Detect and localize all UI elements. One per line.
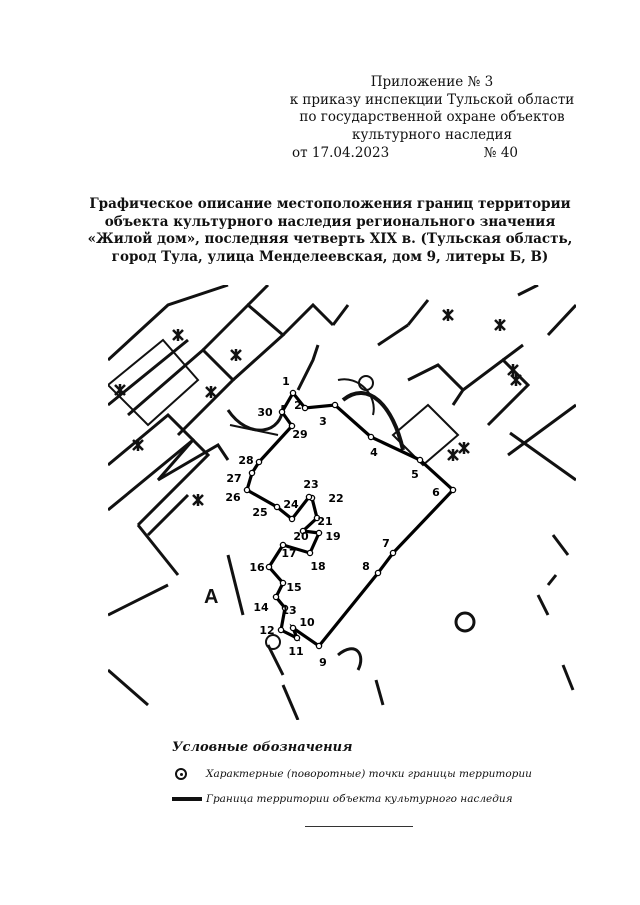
- point-label-23: 23: [303, 478, 319, 491]
- document-title: [60, 196, 600, 266]
- title-line-2: объекта культурного наследия регионального значения: [104, 213, 556, 230]
- boundary-point-9: [316, 643, 321, 648]
- title-line-1: Графическое описание местоположения границ территории: [89, 196, 571, 212]
- boundary-point-2: [302, 405, 307, 410]
- boundary-point-18: [307, 550, 312, 555]
- boundary-point-23: [306, 494, 311, 499]
- boundary-point-15: [280, 580, 285, 585]
- point-label-6: 6: [432, 486, 440, 499]
- point-label-3: 3: [319, 415, 327, 428]
- point-label-10: 10: [299, 616, 315, 629]
- appendix-header: [282, 74, 582, 163]
- appendix-number: Приложение № 3: [370, 74, 494, 90]
- point-label-29: 29: [292, 428, 308, 441]
- boundary-line: [247, 393, 453, 646]
- boundary-point-24: [289, 516, 294, 521]
- boundary-point-19: [316, 530, 321, 535]
- point-label-12: 12: [259, 624, 275, 637]
- point-label-7: 7: [382, 537, 390, 550]
- point-label-27: 27: [226, 472, 242, 485]
- order-date-line: [282, 145, 582, 163]
- point-label-22: 22: [328, 492, 344, 505]
- point-label-9: 9: [319, 656, 327, 669]
- boundary-point-14: [273, 594, 278, 599]
- point-label-21: 21: [317, 515, 333, 528]
- title-line-4: город Тула, улица Менделеевская, дом 9, литеры Б, В): [111, 248, 549, 265]
- boundary-point-4: [368, 434, 373, 439]
- point-label-30: 30: [257, 406, 273, 419]
- boundary-point-16: [266, 564, 271, 569]
- plan-label-a: A: [204, 586, 219, 608]
- footer-rule: [305, 826, 413, 827]
- boundary-point-12: [278, 627, 283, 632]
- boundary-point-28: [256, 459, 261, 464]
- legend-boundary-label: Граница территории объекта культурного наследия: [206, 793, 513, 805]
- territory-boundary: [247, 393, 453, 646]
- point-label-24: 24: [283, 498, 299, 511]
- boundary-point-8: [375, 570, 380, 575]
- map-canvas: [108, 285, 576, 720]
- legend-title: Условные обозначения: [172, 740, 353, 755]
- order-number: № 40: [483, 145, 518, 161]
- appendix-order-ref-3: культурного наследия: [352, 126, 512, 143]
- point-label-28: 28: [238, 454, 254, 467]
- point-label-25: 25: [252, 506, 268, 519]
- boundary-point-27: [249, 470, 254, 475]
- boundary-line-symbol-icon: [172, 797, 202, 801]
- point-label-19: 19: [325, 530, 341, 543]
- boundary-point-26: [244, 487, 249, 492]
- boundary-point-10: [290, 625, 295, 630]
- appendix-order-ref-2: по государственной охране объектов: [299, 109, 565, 125]
- point-label-13: 13: [281, 604, 297, 617]
- title-line-3: «Жилой дом», последняя четверть XIX в. (Тульская область,: [87, 231, 573, 247]
- boundary-point-6: [450, 487, 455, 492]
- point-label-14: 14: [253, 601, 269, 614]
- point-label-17: 17: [281, 547, 297, 560]
- point-labels: [225, 375, 440, 669]
- point-symbol-icon: [175, 768, 187, 780]
- legend-row-points: [172, 768, 552, 780]
- legend-row-boundary: [172, 793, 552, 805]
- point-label-16: 16: [249, 561, 265, 574]
- point-label-2: 2: [294, 399, 302, 412]
- boundary-point-3: [332, 402, 337, 407]
- point-label-15: 15: [286, 581, 302, 594]
- legend-points-label: Характерные (поворотные) точки границы территории: [206, 768, 532, 780]
- boundary-point-25: [274, 504, 279, 509]
- point-label-11: 11: [288, 645, 304, 658]
- point-label-4: 4: [370, 446, 378, 459]
- point-label-1: 1: [282, 375, 290, 388]
- point-label-20: 20: [293, 530, 309, 543]
- point-label-5: 5: [411, 468, 419, 481]
- appendix-order-ref: к приказу инспекции Тульской области: [289, 91, 575, 108]
- point-label-8: 8: [362, 560, 370, 573]
- boundary-point-11: [294, 635, 299, 640]
- point-label-26: 26: [225, 491, 241, 504]
- point-label-18: 18: [310, 560, 326, 573]
- boundary-point-1: [290, 390, 295, 395]
- boundary-point-30: [279, 409, 284, 414]
- legend: [172, 740, 552, 805]
- boundary-point-7: [390, 550, 395, 555]
- boundary-point-5: [417, 457, 422, 462]
- order-date: от 17.04.2023: [292, 145, 390, 161]
- boundary-map: [108, 285, 576, 720]
